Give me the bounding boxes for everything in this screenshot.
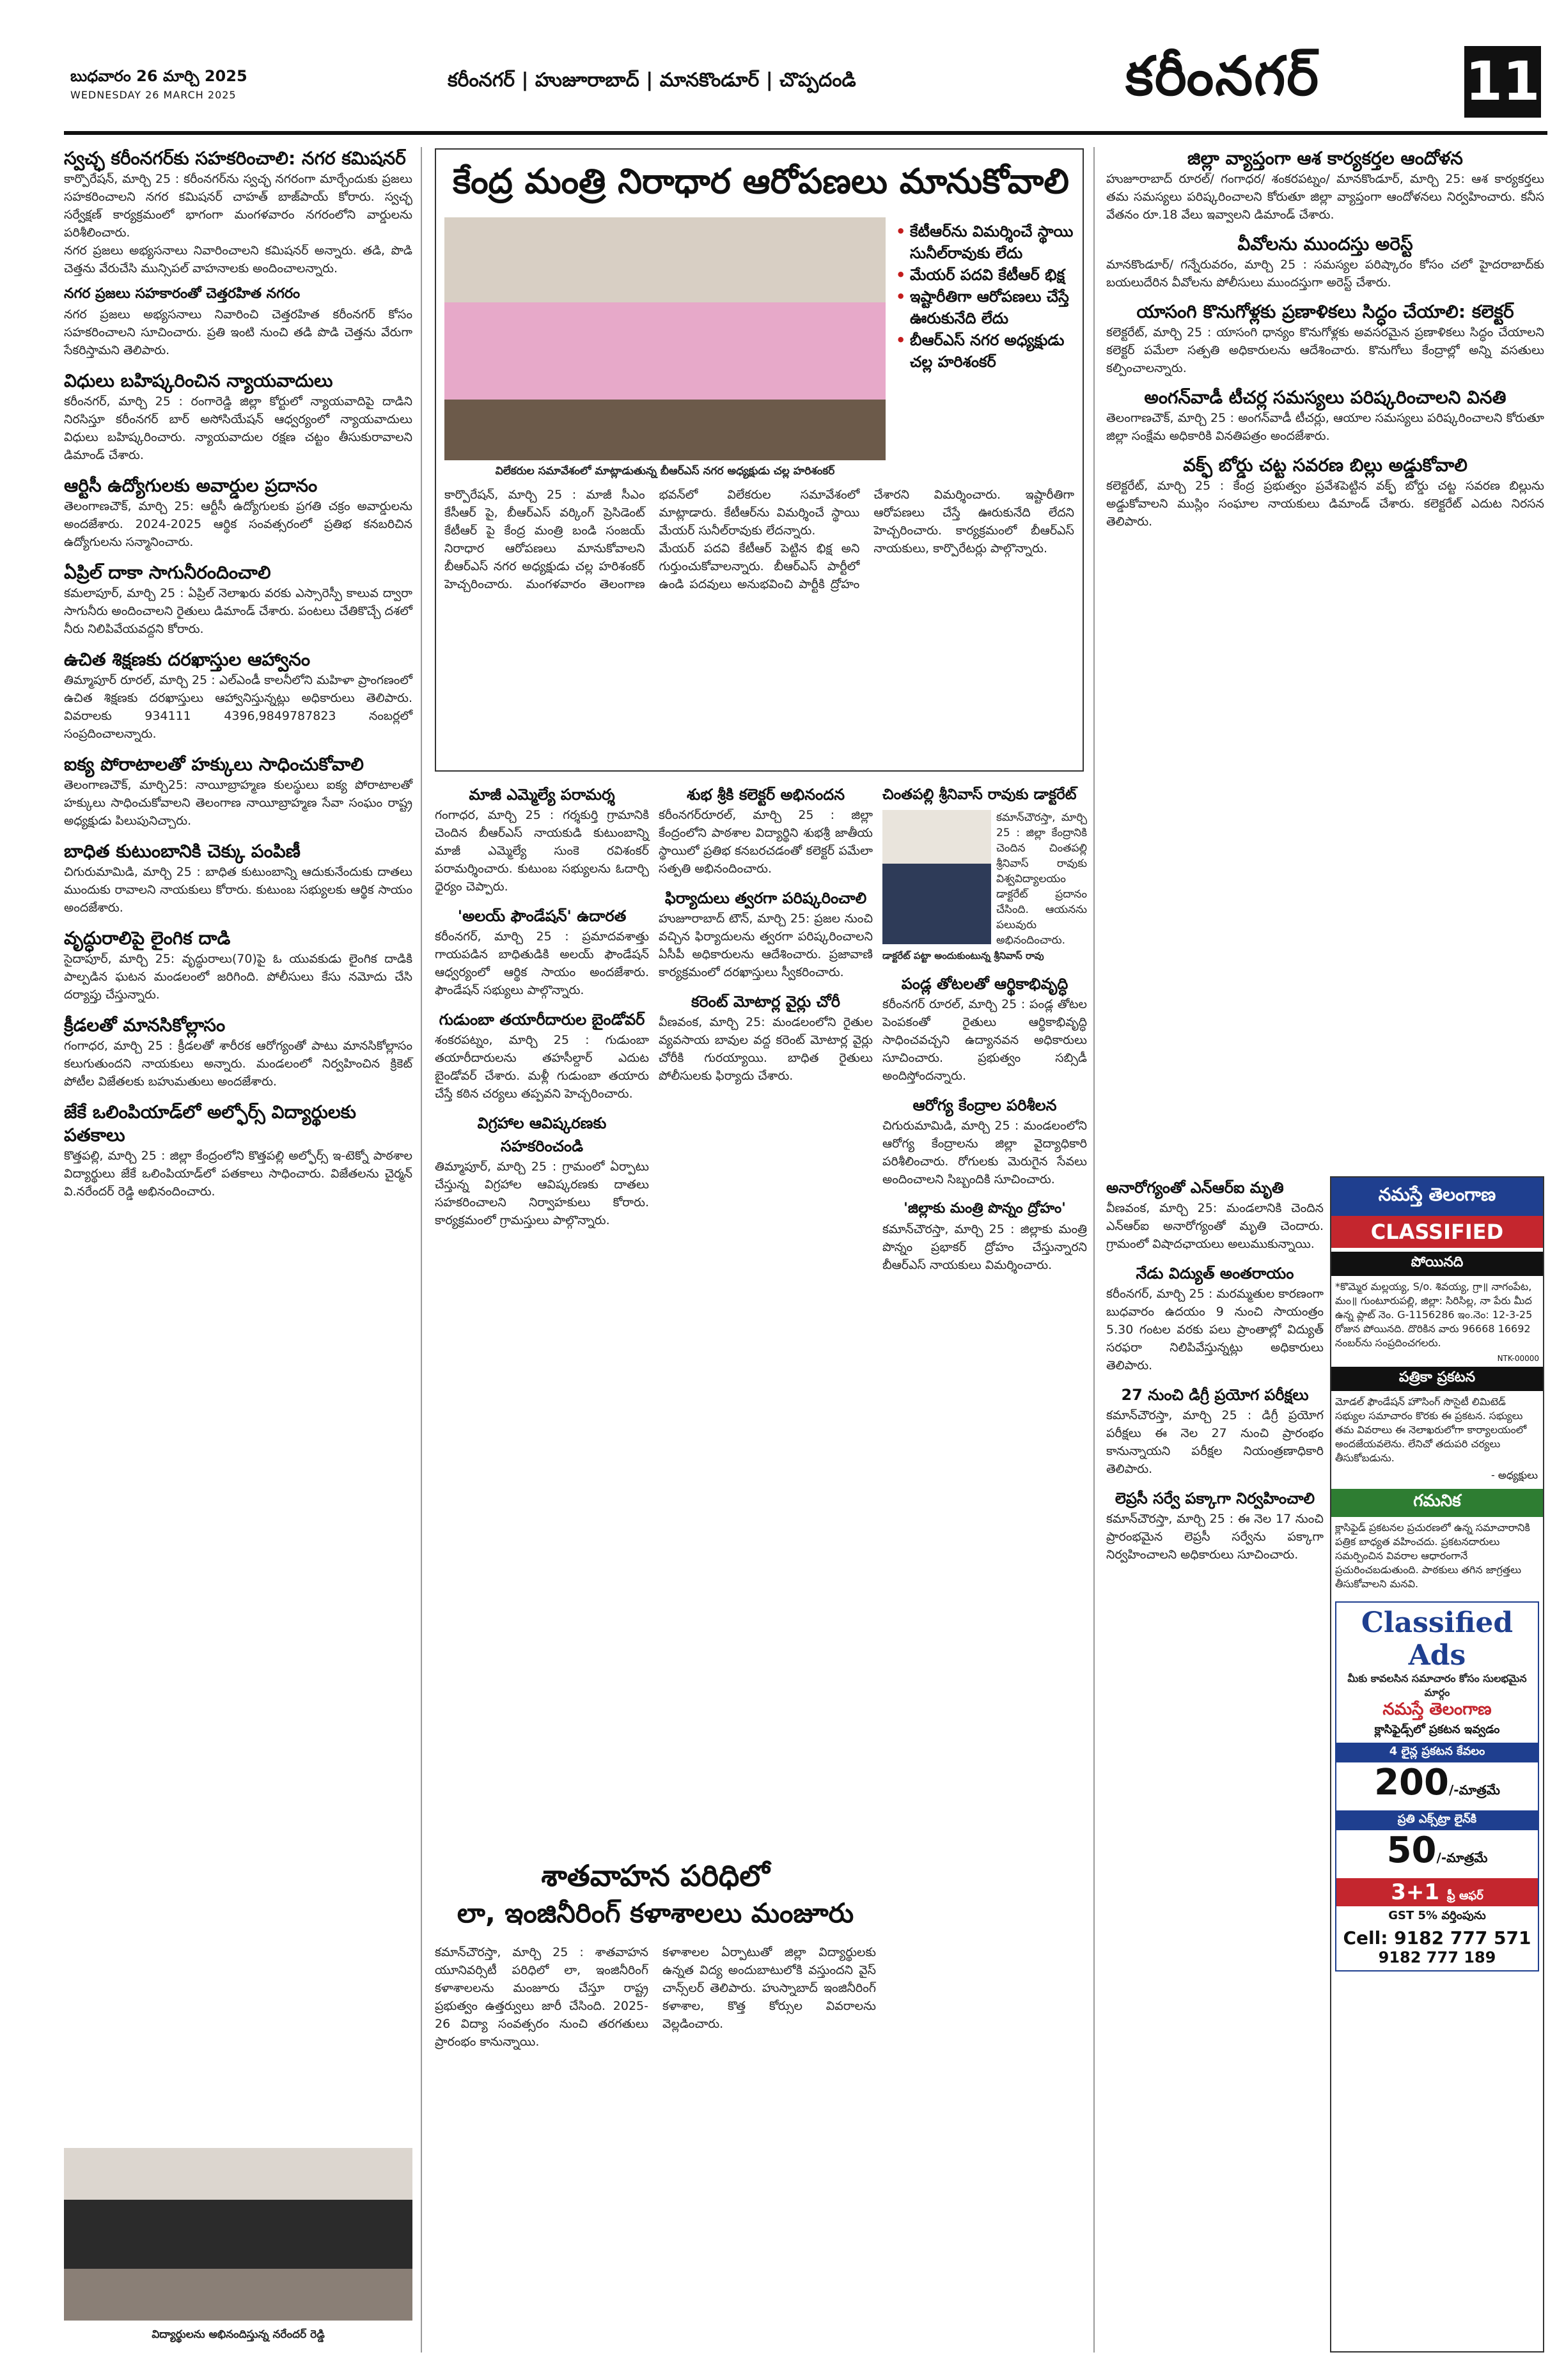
article-text: హుజూరాబాద్ రూరల్/ గంగాధర/ శంకరపట్నం/ మానకొండూర్, మార్చి 25: ఆశ కార్యకర్తలు తమ సమస్యలు పరిష్కరించాలని కోరుతూ జిల్లా వ్యాప్తంగా ఆందోళనలు నిర్వహించారు. కనీస వేతనం రూ.18 వేలు ఇవ్వాలని డిమాండ్ చేశారు. [1106,172,1544,222]
press-notice-sign: - అధ్యక్షులు [1491,1469,1538,1481]
article-headline: జిల్లా వ్యాప్తంగా ఆశ కార్యకర్తల ఆందోళన [1187,148,1463,169]
column-left [64,147,412,1201]
article-text: కరీంనగర్ రూరల్, మార్చి 25 : పండ్ల తోటల పెంపకంతో రైతులు ఆర్థికాభివృద్ధి సాధించవచ్చని ఉద్యానవన అధికారులు సూచించారు. ప్రభుత్వం సబ్సిడీ అందిస్తోందన్నారు. [882,997,1087,1083]
rate1-value: 200 [1374,1762,1449,1803]
article-text: శంకరపట్నం, మార్చి 25 : గుడుంబా తయారీదారులను తహసీల్దార్ ఎదుట బైండోవర్ చేశారు. మళ్లీ గుడుంబా తయారు చేస్తే కఠిన చర్యలు తప్పవని హెచ్చరించారు. [435,1033,649,1101]
university-headline-2: లా, ఇంజినీరింగ్ కళాశాలలు మంజూరు [457,1897,854,1929]
column-right [1106,147,1544,531]
promo-subtitle: మీకు కావలసిన సమాచారం కోసం సులభమైన మార్గం [1347,1672,1527,1699]
column-right-lower [1106,1176,1324,1564]
article-headline: గుడుంబా తయారీదారుల బైండోవర్ [439,1011,645,1029]
article-text: కమలాపూర్, మార్చి 25 : ఏప్రిల్ నెలాఖరు వరకు ఎస్సారెస్పీ కాలువ ద్వారా సాగునీరు అందించాలని రైతులు డిమాండ్ చేశారు. పంటలు చేతికొచ్చే దశలో నీరు నిలిపివేయవద్దని కోరారు. [64,586,412,636]
article-headline: అనారోగ్యంతో ఎన్ఆర్ఐ మృతి [1106,1179,1284,1197]
article-text: కార్పొరేషన్, మార్చి 25 : మాజీ సీఎం కేసీఆర్ పై, బీఆర్ఎస్ వర్కింగ్ ప్రెసిడెంట్ కేటీఆర్ పై కేంద్ర మంత్రి బండి సంజయ్ నిరాధార ఆరోపణలు మానుకోవాలని బీఆర్ఎస్ నగర అధ్యక్షుడు చల్ల హరిశంకర్ హెచ్చరించారు. మంగళవారం తెలంగాణ భవన్‌లో విలేకరుల సమావేశంలో మాట్లాడారు. కేటీఆర్‌ను విమర్శించే స్థాయి మేయర్ సునీల్‌రావుకు లేదన్నారు. [444,488,860,591]
article-text: మేయర్ పదవి కేటీఆర్ పెట్టిన భిక్ష అని గుర్తుంచుకోవాలన్నారు. బీఆర్ఎస్ పార్టీలో ఉండి పదవులు అనుభవించి పార్టీకి ద్రోహం చేశారని విమర్శించారు. ఇష్టారీతిగా ఆరోపణలు చేస్తే ఊరుకునేది లేదని హెచ్చరించారు. కార్యక్రమంలో బీఆర్ఎస్ నాయకులు, కార్పొరేటర్లు పాల్గొన్నారు. [659,488,1074,591]
promo-brand: నమస్తే తెలంగాణ [1382,1700,1492,1719]
gst-note: GST 5% వర్తింపును [1388,1909,1486,1922]
lead-headline: కేంద్ర మంత్రి నిరాధార ఆరోపణలు మానుకోవాలి [453,161,1069,201]
article-text: కరీంనగర్, మార్చి 25 : మరమ్మతుల కారణంగా బుధవారం ఉదయం 9 నుంచి సాయంత్రం 5.30 గంటల వరకు పలు ప్రాంతాల్లో విద్యుత్ సరఫరా నిలిపివేస్తున్నట్లు అధికారులు తెలిపారు. [1106,1287,1324,1373]
ads-classified-banner: CLASSIFIED [1331,1216,1543,1248]
press-notice-text: మోడల్ ఫౌండేషన్ హౌసింగ్ సొసైటీ లిమిటెడ్ సభ్యుల సమాచారం కొరకు ఈ ప్రకటన. సభ్యులు తమ వివరాలు ఈ నెలాఖరులోగా కార్యాలయంలో అందజేయవలెను. లేనిచో తదుపరి చర్యలు తీసుకోబడును. [1335,1396,1527,1464]
article-text: తిమ్మాపూర్ రూరల్, మార్చి 25 : ఎల్ఎండీ కాలనీలోని మహిళా ప్రాంగణంలో ఉచిత శిక్షణకు దరఖాస్తులు ఆహ్వానిస్తున్నట్లు అధికారులు తెలిపారు. వివరాలకు 934111 4396,9849787823 నంబర్లలో సంప్రదించాలన్నారు. [64,673,412,741]
article-headline: కరెంట్ మోటార్ల వైర్లు చోరీ [691,993,840,1011]
lead-bullet: • బీఆర్ఎస్ నగర అధ్యక్షుడు చల్ల హరిశంకర్ [892,329,1077,373]
article-text: నగర ప్రజలు అభ్యసనాలు నివారించి చెత్తరహిత కరీంనగర్ కోసం సహకరించాలని సూచించారు. ప్రతి ఇంటి నుంచి తడి పొడి చెత్తను వేరుగా సేకరిస్తామని తెలిపారు. [64,307,412,357]
article-headline: 27 నుంచి డిగ్రీ ప్రయోగ పరీక్షలు [1121,1386,1309,1404]
rate2-unit: /-మాత్రమే [1436,1850,1488,1865]
university-body [435,1943,876,2353]
university-headline-1: శాతవాహన పరిధిలో [541,1858,770,1893]
article-text: కళాశాలల ఏర్పాటుతో జిల్లా విద్యార్థులకు ఉన్నత విద్య అందుబాటులోకి వస్తుందని వైస్ చాన్స్‌లర్ తెలిపారు. హుస్నాబాద్ ఇంజినీరింగ్ కళాశాల, కొత్త కోర్సుల వివరాలను వెల్లడించారు. [662,1945,876,2031]
article-text: కలెక్టరేట్, మార్చి 25 : కేంద్ర ప్రభుత్వం ప్రవేశపెట్టిన వక్ఫ్ బోర్డు చట్ట సవరణ బిల్లును అడ్డుకోవాలని ముస్లిం సంఘాల నాయకులు డిమాండ్ చేశారు. కలెక్టరేట్ ఎదుట నిరసన తెలిపారు. [1106,479,1544,529]
article-text: గంగాధర, మార్చి 25 : క్రీడలతో శారీరక ఆరోగ్యంతో పాటు మానసికోల్లాసం కలుగుతుందని నాయకులు అన్నారు. మండలంలో నిర్వహించిన క్రికెట్ పోటీల విజేతలకు బహుమతులు అందజేశారు. [64,1039,412,1089]
article-headline: చింతపల్లి శ్రీనివాస్ రావుకు డాక్టరేట్ [882,786,1077,803]
masthead-city: కరీంనగర్ [1125,45,1320,107]
article-headline: ఏప్రిల్ దాకా సాగునీరందించాలి [64,562,271,583]
article-headline: వక్ఫ్ బోర్డు చట్ట సవరణ బిల్లు అడ్డుకోవాలి [1183,455,1467,476]
article-headline: వృద్ధురాలిపై లైంగిక దాడి [64,928,231,949]
press-notice-heading: పత్రికా ప్రకటన [1331,1367,1543,1391]
article-headline: క్రీడలతో మానసికోల్లాసం [64,1015,226,1036]
rate1-unit: /-మాత్రమే [1449,1782,1500,1798]
lead-photo [444,217,886,460]
masthead-rule [64,131,1547,135]
article-headline: 'అలయ్ ఫౌండేషన్' ఉదారత [457,907,627,925]
article-text: తెలంగాణచౌక్, మార్చి25: నాయీబ్రాహ్మణ కులస్థులు ఐక్య పోరాటాలతో హక్కులు సాధించుకోవాలని తెలంగాణ నాయీబ్రాహ్మణ సేవా సంఘం రాష్ట్ర అధ్యక్షుడు పిలుపునిచ్చారు. [64,778,412,828]
article-headline: ఐక్య పోరాటాలతో హక్కులు సాధించుకోవాలి [64,754,364,775]
lost-heading: పోయినది [1331,1252,1543,1276]
notice-heading: గమనిక [1331,1489,1543,1517]
masthead-towns: కరీంనగర్ | హుజూరాబాద్ | మానకొండూర్ | చొప్పదండి [448,69,856,91]
article-text: కొత్తపల్లి, మార్చి 25 : జిల్లా కేంద్రంలోని కొత్తపల్లి అల్ఫోర్స్ ఇ-టెక్నో పాఠశాల విద్యార్థులు జేకే ఒలింపియాడ్‌లో పతకాలు సాధించారు. విజేతలను చైర్మన్ వి.నరేందర్ రెడ్డి అభినందించారు. [64,1149,412,1199]
article-headline: ఆర్టిసీ ఉద్యోగులకు అవార్డుల ప్రదానం [64,475,318,496]
article-headline: శుభ శ్రీకి కలెక్టర్ అభినందన [686,786,845,804]
article-headline: పండ్ల తోటలతో ఆర్థికాభివృద్ధి [901,975,1068,993]
article-headline: స్వచ్ఛ కరీంనగర్‌కు సహకరించాలి: నగర కమిషనర్ [64,148,406,169]
article-headline: ఉచిత శిక్షణకు దరఖాస్తుల ఆహ్వానం [64,649,311,670]
article-headline: నేడు విద్యుత్ అంతరాయం [1136,1264,1294,1282]
article-text: కరీంనగర్, మార్చి 25 : రంగారెడ్డి జిల్లా కోర్టులో న్యాయవాదిపై దాడిని నిరసిస్తూ కరీంనగర్ బార్ అసోసియేషన్ ఆధ్వర్యంలో న్యాయవాదులు విధులు బహిష్కరించారు. న్యాయవాదుల రక్షణ చట్టం తీసుకురావాలని డిమాండ్ చేశారు. [64,394,412,462]
lead-highlights [892,221,1077,373]
masthead-date [70,66,247,105]
photo-caption: విద్యార్థులను అభినందిస్తున్న నరేందర్ రెడ్డి [152,2328,325,2341]
article-headline: బాధిత కుటుంబానికి చెక్కు పంపిణీ [64,841,301,862]
column-divider [421,147,422,2353]
article-text: వీణవంక, మార్చి 25: మండలానికి చెందిన ఎన్ఆర్ఐ అనారోగ్యంతో మృతి చెందారు. గ్రామంలో విషాదఛాయలు అలుముకున్నాయి. [1106,1201,1324,1251]
article-text: తెలంగాణచౌక్, మార్చి 25 : అంగన్‌వాడీ టీచర్లు, ఆయాల సమస్యలు పరిష్కరించాలని కోరుతూ జిల్లా సంక్షేమ అధికారికి వినతిపత్రం అందజేశారు. [1106,411,1544,443]
article-text: వీణవంక, మార్చి 25: మండలంలోని రైతుల వ్యవసాయ బావుల వద్ద కరెంట్ మోటార్ల వైర్లు చోరీకి గురయ్యాయి. బాధిత రైతులు పోలీసులకు ఫిర్యాదు చేశారు. [659,1015,873,1083]
article-headline: యాసంగి కొనుగోళ్లకు ప్రణాళికలు సిద్ధం చేయాలి: కలెక్టర్ [1136,301,1514,322]
article-text: గంగాధర, మార్చి 25 : గర్శకుర్తి గ్రామానికి చెందిన బీఆర్ఎస్ నాయకుడి కుటుంబాన్ని మాజీ ఎమ్మెల్యే సుంకె రవిశంకర్ పరామర్శించారు. కుటుంబ సభ్యులను ఓదార్చి ధైర్యం చెప్పారు. [435,808,649,894]
article-headline: అంగన్‌వాడీ టీచర్ల సమస్యలు పరిష్కరించాలని వినతి [1144,387,1506,408]
rate1-label: 4 లైన్ల ప్రకటన కేవలం [1336,1743,1538,1762]
doctorate-photo [882,810,991,944]
article-text: కరీంనగర్‌రూరల్, మార్చి 25 : జిల్లా కేంద్రంలోని పాఠశాల విద్యార్థిని శుభశ్రీ జాతీయ స్థాయిలో ప్రతిభ కనబరచడంతో కలెక్టర్ పమేలా సత్పతి అభినందించారు. [659,808,873,876]
ad-code: NTK-00000 [1497,1354,1539,1363]
article-text: చిగురుమామిడి, మార్చి 25 : బాధిత కుటుంబాన్ని ఆదుకునేందుకు దాతలు ముందుకు రావాలని నాయకులు కోరారు. కుటుంబ సభ్యులకు ఆర్థిక సాయం అందజేశారు. [64,865,412,915]
column-mid-center [659,783,873,1085]
article-headline: 'జిల్లాకు మంత్రి పొన్నం ద్రోహం' [904,1201,1066,1217]
promo-title: Classified Ads [1361,1606,1514,1672]
ads-brand: నమస్తే తెలంగాణ [1331,1178,1543,1216]
offer-badge: 3+1 [1391,1879,1440,1905]
article-text: కమాన్‌చౌరస్తా, మార్చి 25 : శాతవాహన యూనివర్సిటీ పరిధిలో లా, ఇంజినీరింగ్ కళాశాలలను మంజూరు చేస్తూ రాష్ట్ర ప్రభుత్వం ఉత్తర్వులు జారీ చేసింది. 2025-26 విద్యా సంవత్సరం నుంచి తరగతులు ప్రారంభం కానున్నాయి. [435,1945,648,2049]
article-headline: ఫిర్యాదులు త్వరగా పరిష్కరించాలి [664,889,867,907]
article-headline: ఆరోగ్య కేంద్రాల పరిశీలన [912,1096,1057,1114]
article-text: కమాన్‌చౌరస్తా, మార్చి 25 : డిగ్రీ ప్రయోగ పరీక్షలు ఈ నెల 27 నుంచి ప్రారంభం కానున్నాయని పరీక్షల నియంత్రణాధికారి తెలిపారు. [1106,1408,1324,1476]
rate2-label: ప్రతి ఎక్స్‌ట్రా లైన్‌కి [1336,1810,1538,1830]
column-divider [1093,147,1095,2353]
lead-bullet: • మేయర్ పదవి కేటీఆర్ భిక్ష [892,264,1077,286]
article-text: కమాన్‌చౌరస్తా, మార్చి 25 : జిల్లా కేంద్రానికి చెందిన చింతపల్లి శ్రీనివాస్ రావుకు విశ్వవిద్యాలయం డాక్టరేట్ ప్రదానం చేసింది. ఆయనను పలువురు అభినందించారు. [996,811,1087,947]
article-text: మానకొండూర్/ గన్నేరువరం, మార్చి 25 : సమస్యల పరిష్కారం కోసం చలో హైదరాబాద్‌కు బయలుదేరిన వీవోలను పోలీసులు ముందస్తుగా అరెస్ట్ చేశారు. [1106,258,1544,290]
lead-bullet: • కేటీఆర్‌ను విమర్శించే స్థాయి సునీల్‌రావుకు లేదు [892,221,1077,264]
article-text: కార్పొరేషన్, మార్చి 25 : కరీంనగర్‌ను స్వచ్ఛ నగరంగా మార్చేందుకు ప్రజలు సహకరించాలని నగర కమిషనర్ చాహత్ బాజ్‌పాయ్ కోరారు. స్వచ్ఛ సర్వేక్షణ్ కార్యక్రమంలో భాగంగా మంగళవారం నగరంలోని వార్డులను పరిశీలించారు. [64,172,412,240]
article-headline: విధులు బహిష్కరించిన న్యాయవాదులు [64,370,333,391]
article-headline: లెప్రసీ సర్వే పక్కాగా నిర్వహించాలి [1115,1489,1315,1507]
phone-primary: Cell: 9182 777 571 [1343,1927,1531,1948]
article-text: కరీంనగర్, మార్చి 25 : ప్రమాదవశాత్తు గాయపడిన బాధితుడికి అలయ్ ఫౌండేషన్ ఆధ్వర్యంలో ఆర్థిక సాయం అందజేశారు. ఫౌండేషన్ సభ్యులు పాల్గొన్నారు. [435,929,649,997]
article-text: కమాన్‌చౌరస్తా, మార్చి 25 : ఈ నెల 17 నుంచి ప్రారంభమైన లెప్రసీ సర్వేను పక్కాగా నిర్వహించాలని అధికారులు సూచించారు. [1106,1512,1324,1562]
article-headline: వీవోలను ముందస్తు అరెస్ట్ [1237,233,1413,254]
column-mid-right [882,783,1087,1274]
students-photo [64,2148,412,2321]
photo-caption: డాక్టరేట్ పట్టా అందుకుంటున్న శ్రీనివాస్ రావు [882,950,1044,961]
page-number: 11 [1464,46,1541,118]
article-text: నగర ప్రజలు అభ్యసనాలు నివారించాలని కమిషనర్ అన్నారు. తడి, పొడి చెత్తను వేరుచేసి మున్సిపల్ వాహనాలకు అందించాలన్నారు. [64,244,412,276]
date-english: WEDNESDAY 26 MARCH 2025 [70,89,237,101]
article-text: తెలంగాణచౌక్, మార్చి 25: ఆర్టీసీ ఉద్యోగులకు ప్రగతి చక్రం అవార్డులను అందజేశారు. 2024-2025 ఆర్థిక సంవత్సరంలో ప్రతిభ కనబరిచిన ఉద్యోగులను సన్మానించారు. [64,499,412,549]
notice-text: క్లాసిఫైడ్ ప్రకటనల ప్రచురణలో ఉన్న సమాచారానికి పత్రిక బాధ్యత వహించదు. ప్రకటనదారులు సమర్పించిన వివరాల ఆధారంగానే ప్రచురించబడుతుంది. పాఠకులు తగిన జాగ్రత్తలు తీసుకోవాలని మనవి. [1335,1521,1530,1590]
lost-ad-text: *కొమ్మెర మల్లయ్య, S/o. శివయ్య, గ్రా॥ నాగంపేట, మం॥ గుంటూరుపల్లి, జిల్లా: సిరిసిల్ల, నా పేరు మీద ఉన్న ప్లాట్ నెం. G-1156286 ఇం.నెం: 12-3-25 రోజున పోయినది. దొరికిన వారు 96668 16692 నంబర్‌ను సంప్రదించగలరు. [1335,1280,1533,1349]
date-telugu: బుధవారం 26 మార్చి 2025 [70,67,247,85]
phone-secondary: 9182 777 189 [1378,1948,1496,1966]
article-subheading: నగర ప్రజలు సహకారంతో చెత్తరహిత నగరం [64,286,301,302]
classified-ads-column [1330,1176,1544,2353]
article-text: హుజూరాబాద్ టౌన్, మార్చి 25: ప్రజల నుంచి వచ్చిన ఫిర్యాదులను త్వరగా పరిష్కరించాలని ఏసీపీ అధికారులను ఆదేశించారు. ప్రజావాణి కార్యక్రమంలో దరఖాస్తులు స్వీకరించారు. [659,912,873,979]
article-text: తిమ్మాపూర్, మార్చి 25 : గ్రామంలో ఏర్పాటు చేస్తున్న విగ్రహాల ఆవిష్కరణకు దాతలు సహకరించాలని నిర్వాహకులు కోరారు. కార్యక్రమంలో గ్రామస్తులు పాల్గొన్నారు. [435,1160,649,1227]
article-text: చిగురుమామిడి, మార్చి 25 : మండలంలోని ఆరోగ్య కేంద్రాలను జిల్లా వైద్యాధికారి పరిశీలించారు. రోగులకు మెరుగైన సేవలు అందించాలని సిబ్బందికి సూచించారు. [882,1119,1087,1186]
article-headline: జేకే ఒలింపియాడ్‌లో అల్ఫోర్స్ విద్యార్థులకు పతకాలు [64,1101,356,1146]
article-text: కమాన్‌చౌరస్తా, మార్చి 25 : జిల్లాకు మంత్రి పొన్నం ప్రభాకర్ ద్రోహం చేస్తున్నారని బీఆర్ఎస్ నాయకులు విమర్శించారు. [882,1222,1087,1272]
article-headline: మాజీ ఎమ్మెల్యే పరామర్శ [469,786,615,804]
classified-ads-promo [1335,1601,1539,1972]
promo-tagline: క్లాసిఫైడ్స్‌లో ప్రకటన ఇవ్వడం [1374,1723,1500,1736]
article-headline: విగ్రహాల ఆవిష్కరణకు సహకరించండి [477,1114,607,1155]
lead-bullet: • ఇష్టారీతిగా ఆరోపణలు చేస్తే ఊరుకునేది లేదు [892,286,1077,329]
lead-body [444,486,1074,761]
lead-photo-caption: విలేకరుల సమావేశంలో మాట్లాడుతున్న బీఆర్ఎస్ నగర అధ్యక్షుడు చల్ల హరిశంకర్ [495,465,835,478]
article-text: కలెక్టరేట్, మార్చి 25 : యాసంగి ధాన్యం కొనుగోళ్లకు అవసరమైన ప్రణాళికలు సిద్ధం చేయాలని కలెక్టర్ పమేలా సత్పతి అధికారులను ఆదేశించారు. కొనుగోలు కేంద్రాల్లో అన్ని వసతులు కల్పించాలన్నారు. [1106,325,1544,375]
column-mid-left [435,783,649,1229]
rate2-value: 50 [1386,1830,1437,1871]
article-text: సైదాపూర్, మార్చి 25: వృద్ధురాలు(70)పై ఓ యువకుడు లైంగిక దాడికి పాల్పడిన ఘటన మండలంలో జరిగింది. పోలీసులు కేసు నమోదు చేసి దర్యాప్తు చేస్తున్నారు. [64,952,412,1002]
offer-text: ఫ్రీ ఆఫర్ [1446,1889,1483,1902]
